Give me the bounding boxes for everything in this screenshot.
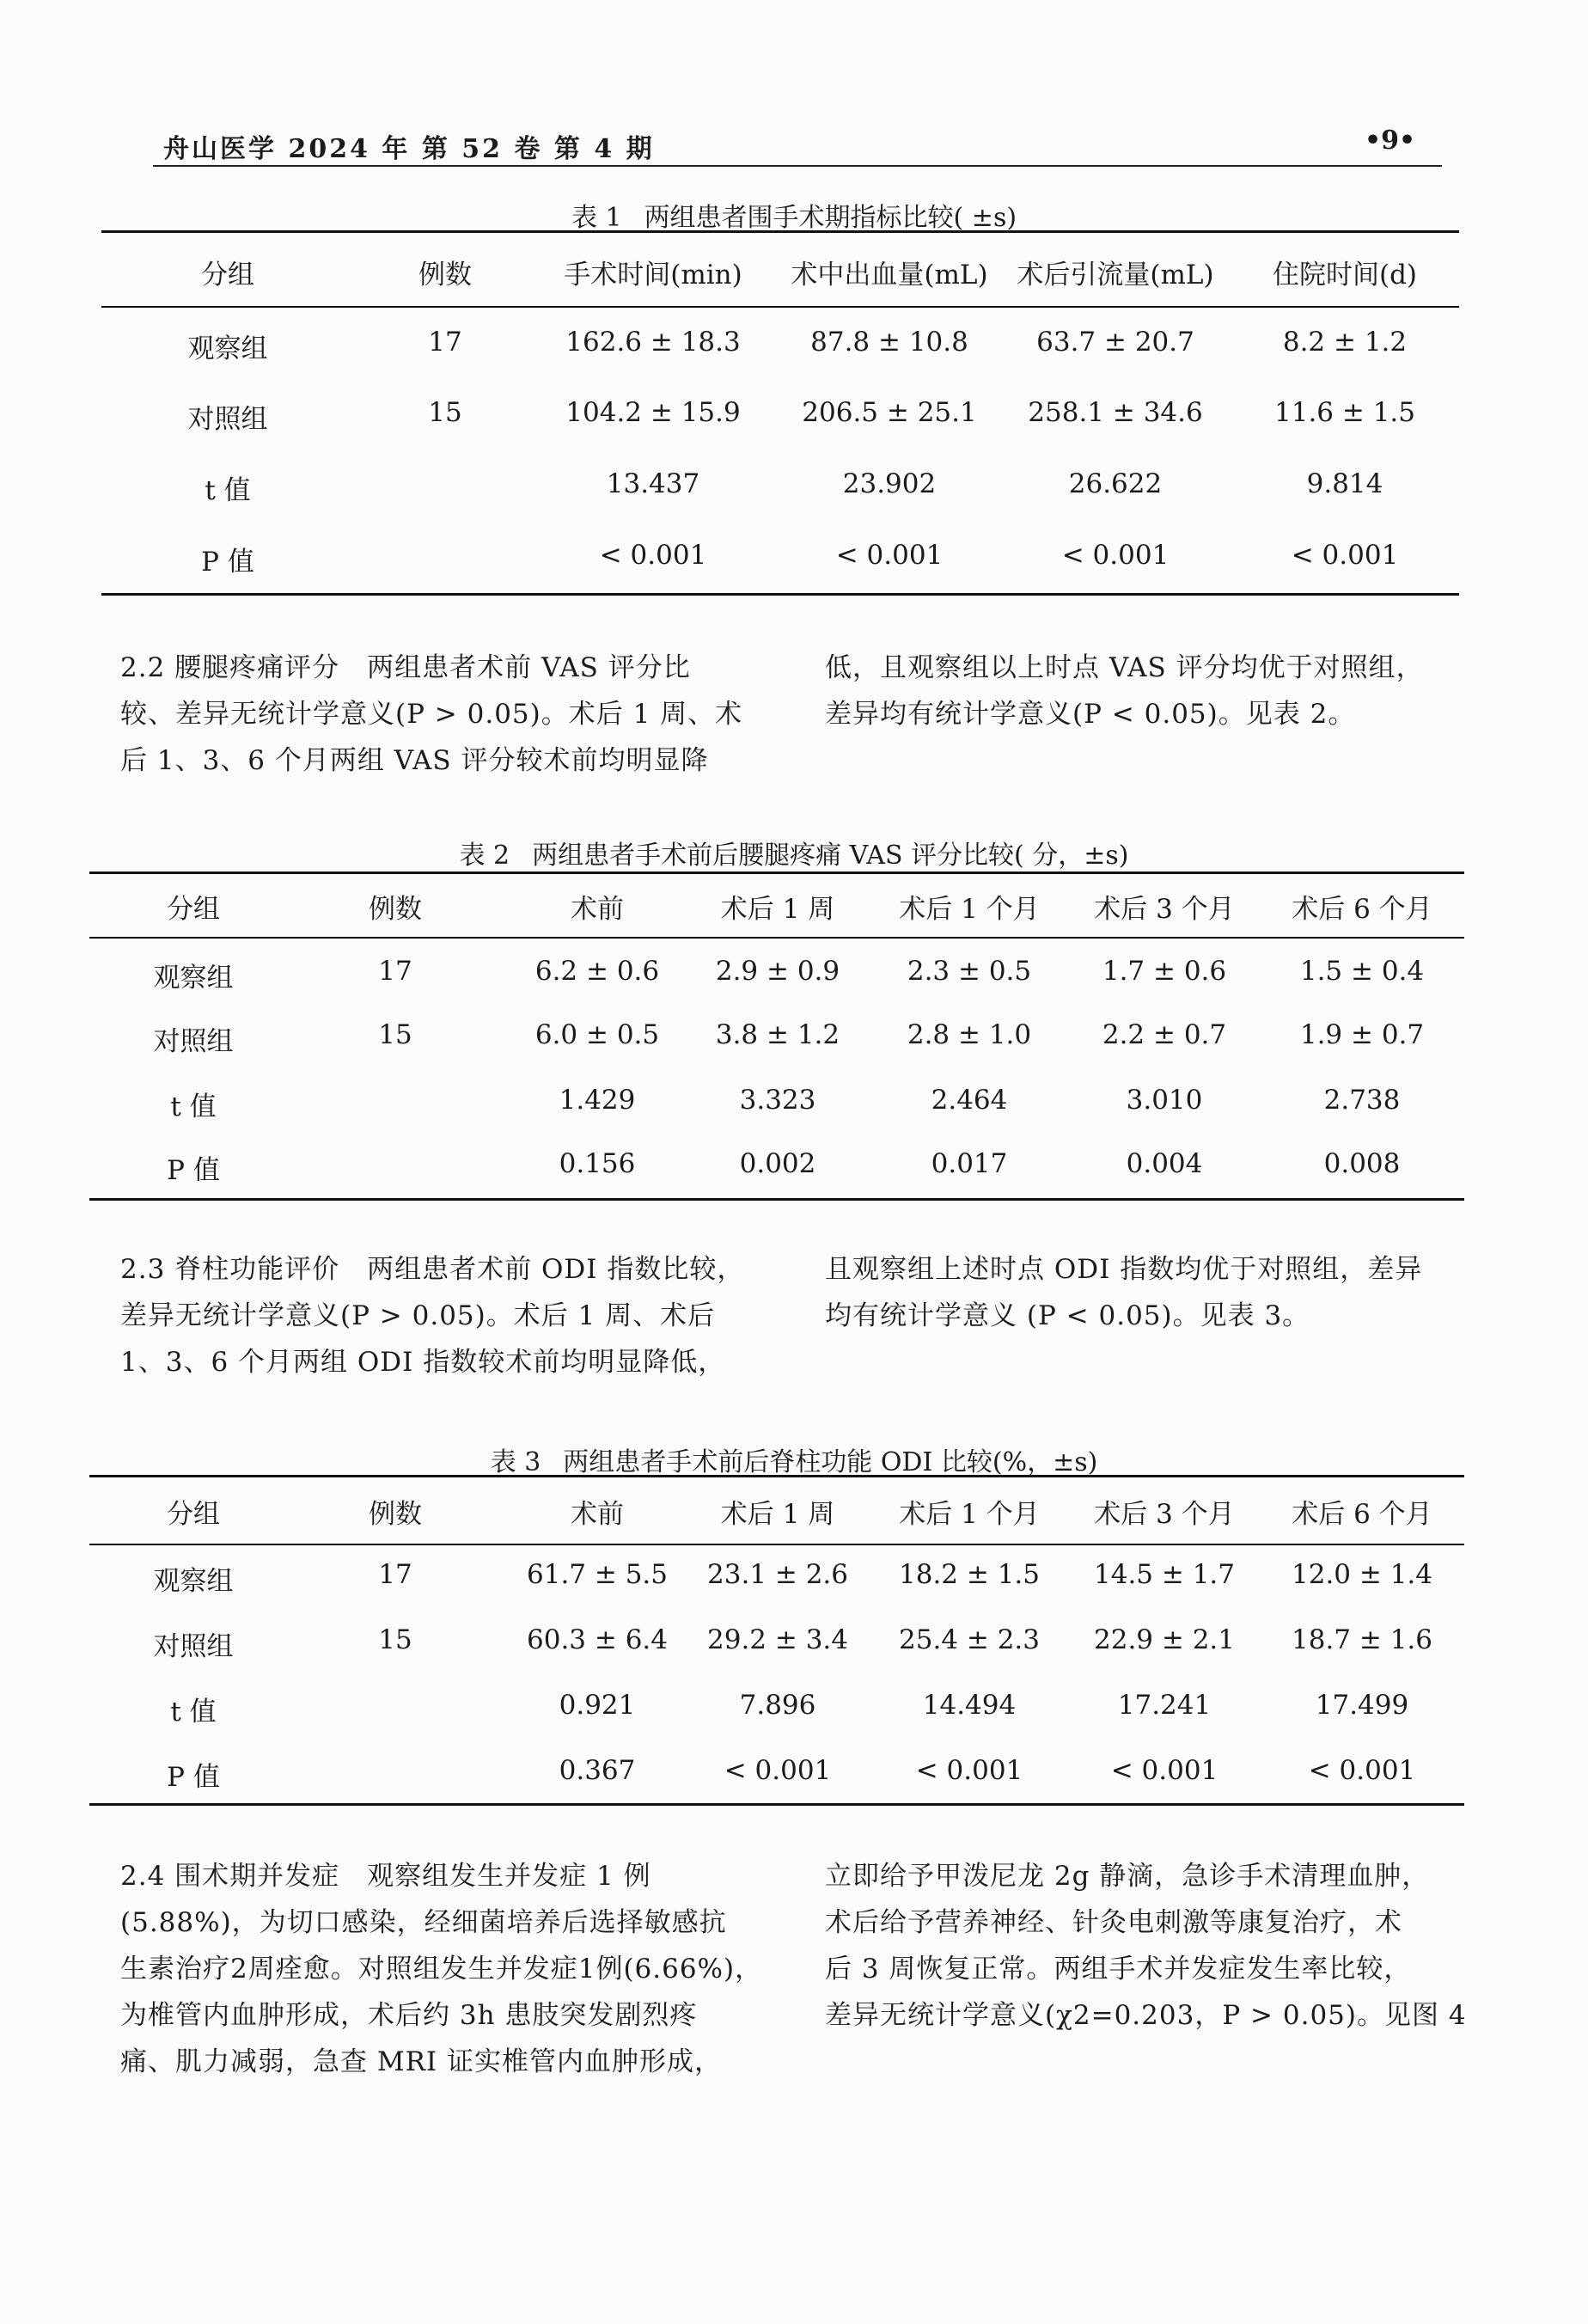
- table3-cell: 14.5 ± 1.7: [1093, 1559, 1236, 1590]
- table1-cell: 对照组: [187, 404, 268, 435]
- text-line: 术后给予营养神经、针灸电刺激等康复治疗，术: [825, 1907, 1402, 1938]
- text-line: 后 3 周恢复正常。两组手术并发症发生率比较，: [825, 1954, 1412, 1985]
- table2-cell: 3.010: [1126, 1085, 1203, 1116]
- table2-header-cell: 术后 6 个月: [1292, 894, 1432, 925]
- table2-cell: 2.464: [931, 1085, 1008, 1116]
- table2-cell: 17: [378, 956, 412, 987]
- table1-cell: 23.902: [842, 468, 937, 499]
- table3-caption: [0, 1440, 1588, 1478]
- page-number: •9•: [1365, 125, 1416, 156]
- table2-header-cell: 例数: [369, 894, 422, 925]
- text-line: 均有统计学意义 (P < 0.05)。见表 3。: [825, 1300, 1310, 1331]
- table2-cell: 2.3 ± 0.5: [907, 956, 1032, 987]
- table3-header-cell: 术前: [571, 1499, 624, 1530]
- table2-top-rule: [89, 872, 1464, 874]
- table1-cell: 63.7 ± 20.7: [1036, 327, 1194, 358]
- table3-cell: 12.0 ± 1.4: [1291, 1559, 1433, 1590]
- table3-cell: 18.2 ± 1.5: [898, 1559, 1041, 1590]
- table2-cell: 2.2 ± 0.7: [1102, 1019, 1227, 1050]
- table3-cell: 15: [378, 1624, 412, 1655]
- table2-cell: 2.9 ± 0.9: [715, 956, 840, 987]
- table3-header-cell: 术后 1 周: [720, 1499, 835, 1530]
- text-line: 立即给予甲泼尼龙 2g 静滴，急诊手术清理血肿，: [825, 1861, 1430, 1892]
- text-line: 较、差异无统计学意义(P > 0.05)。术后 1 周、术: [120, 699, 743, 730]
- text-line: 为椎管内血肿形成，术后约 3h 患肢突发剧烈疼: [120, 2000, 698, 2031]
- table3-cell: 25.4 ± 2.3: [898, 1624, 1041, 1655]
- table1-header-cell: 例数: [418, 260, 472, 290]
- sec24-right: [825, 1853, 1467, 2039]
- table1-cell: 258.1 ± 34.6: [1028, 397, 1203, 428]
- table3-cell: 对照组: [153, 1631, 234, 1662]
- table1-cell: 206.5 ± 25.1: [802, 397, 977, 428]
- table1-header-cell: 术后引流量(mL): [1017, 260, 1214, 290]
- table1-cell: 9.814: [1306, 468, 1383, 499]
- table3-header-cell: 术后 6 个月: [1292, 1499, 1432, 1530]
- table3-header-cell: 术后 3 个月: [1094, 1499, 1235, 1530]
- table3-caption-num: 表 3: [490, 1447, 541, 1477]
- table2-cell: 15: [378, 1019, 412, 1050]
- header-rule: [153, 165, 1442, 167]
- text-line: 后 1、3、6 个月两组 VAS 评分较术前均明显降: [120, 745, 709, 776]
- table1-cell: 87.8 ± 10.8: [810, 327, 968, 358]
- text-line: 差异无统计学意义(P > 0.05)。术后 1 周、术后: [120, 1300, 716, 1331]
- text-line: (5.88%)，为切口感染，经细菌培养后选择敏感抗: [120, 1907, 727, 1938]
- table2-cell: 0.004: [1126, 1148, 1203, 1179]
- table3-cell: P 值: [167, 1762, 220, 1793]
- text-line: 2.4 围术期并发症 观察组发生并发症 1 例: [120, 1861, 651, 1892]
- text-line: 差异均有统计学意义(P < 0.05)。见表 2。: [825, 699, 1356, 730]
- text-line: 2.2 腰腿疼痛评分 两组患者术前 VAS 评分比: [120, 652, 691, 683]
- table3-cell: 观察组: [153, 1566, 234, 1597]
- table3-header-cell: 术后 1 个月: [899, 1499, 1040, 1530]
- table2-cell: 1.9 ± 0.7: [1299, 1019, 1425, 1050]
- table2-caption-num: 表 2: [459, 841, 510, 871]
- table3-cell: t 值: [170, 1697, 217, 1728]
- table3-cell: 0.921: [559, 1690, 636, 1721]
- table2-caption-text: 两组患者手术前后腰腿疼痛 VAS 评分比较( 分，±s): [532, 841, 1129, 871]
- table3-cell: < 0.001: [915, 1755, 1023, 1786]
- table2-header-cell: 术后 1 周: [720, 894, 835, 925]
- table2-cell: 2.738: [1323, 1085, 1401, 1116]
- table3-cell: < 0.001: [1308, 1755, 1416, 1786]
- table1-header-cell: 分组: [201, 260, 254, 290]
- table2-cell: 对照组: [153, 1026, 234, 1057]
- table3-cell: 29.2 ± 3.4: [706, 1624, 849, 1655]
- table2-cell: 3.8 ± 1.2: [715, 1019, 840, 1050]
- table3-cell: 14.494: [922, 1690, 1017, 1721]
- table1-header-cell: 术中出血量(mL): [791, 260, 988, 290]
- text-line: 1、3、6 个月两组 ODI 指数较术前均明显降低，: [120, 1347, 726, 1378]
- table2-cell: 观察组: [153, 963, 234, 994]
- sec23-right: [825, 1246, 1422, 1339]
- table3-cell: 0.367: [559, 1755, 636, 1786]
- table1-cell: 15: [428, 397, 462, 428]
- table2-header-cell: 术后 3 个月: [1094, 894, 1235, 925]
- table1-cell: 17: [428, 327, 462, 358]
- table1-cell: P 值: [201, 547, 254, 578]
- table1-caption-text: 两组患者围手术期指标比较( ±s): [644, 203, 1017, 233]
- table2-cell: 0.156: [559, 1148, 636, 1179]
- table2-cell: 1.7 ± 0.6: [1102, 956, 1227, 987]
- table3-top-rule: [89, 1475, 1464, 1477]
- text-line: 差异无统计学意义(χ2=0.203，P > 0.05)。见图 4: [825, 2000, 1467, 2031]
- table1-cell: 13.437: [606, 468, 700, 499]
- table2-header-cell: 术前: [571, 894, 624, 925]
- text-line: 生素治疗2周痊愈。对照组发生并发症1例(6.66%)，: [120, 1954, 763, 1985]
- table3-cell: 18.7 ± 1.6: [1291, 1624, 1433, 1655]
- text-line: 低，且观察组以上时点 VAS 评分均优于对照组，: [825, 652, 1424, 683]
- table3-cell: 17.241: [1117, 1690, 1212, 1721]
- table2-cell: 1.5 ± 0.4: [1299, 956, 1425, 987]
- table3-header-cell: 例数: [369, 1499, 422, 1530]
- table1-header-cell: 住院时间(d): [1272, 260, 1418, 290]
- table1-cell: 8.2 ± 1.2: [1282, 327, 1408, 358]
- table2-header-cell: 术后 1 个月: [899, 894, 1040, 925]
- table2-header-cell: 分组: [167, 894, 220, 925]
- table3-cell: < 0.001: [724, 1755, 832, 1786]
- table1-top-rule: [101, 230, 1459, 233]
- table2-cell: 2.8 ± 1.0: [907, 1019, 1032, 1050]
- table1-cell: t 值: [205, 475, 251, 506]
- table3-cell: < 0.001: [1110, 1755, 1218, 1786]
- table2-cell: 6.0 ± 0.5: [534, 1019, 660, 1050]
- table1-cell: 11.6 ± 1.5: [1273, 397, 1416, 428]
- table3-header-cell: 分组: [167, 1499, 220, 1530]
- table1-header-cell: 手术时间(min): [564, 260, 742, 290]
- table2-cell: 3.323: [739, 1085, 816, 1116]
- text-line: 2.3 脊柱功能评价 两组患者术前 ODI 指数比较，: [120, 1254, 745, 1285]
- table1-cell: < 0.001: [599, 540, 707, 571]
- table3-cell: 22.9 ± 2.1: [1093, 1624, 1236, 1655]
- table1-cell: < 0.001: [835, 540, 944, 571]
- table2-cell: t 值: [170, 1092, 217, 1122]
- table2-cell: 0.002: [739, 1148, 816, 1179]
- table1-cell: 104.2 ± 15.9: [565, 397, 741, 428]
- table1-caption-num: 表 1: [571, 203, 622, 233]
- table2-header-rule: [89, 937, 1464, 939]
- table3-header-rule: [89, 1544, 1464, 1545]
- table1-bottom-rule: [101, 593, 1459, 596]
- table2-cell: 0.017: [931, 1148, 1008, 1179]
- table3-cell: 17: [378, 1559, 412, 1590]
- text-line: 且观察组上述时点 ODI 指数均优于对照组，差异: [825, 1254, 1423, 1285]
- table3-cell: 60.3 ± 6.4: [526, 1624, 669, 1655]
- sec22-left: [120, 645, 742, 784]
- table2-cell: 0.008: [1323, 1148, 1401, 1179]
- table1-cell: 观察组: [187, 333, 268, 364]
- table3-cell: 23.1 ± 2.6: [706, 1559, 849, 1590]
- table2-cell: 1.429: [559, 1085, 636, 1116]
- table1-cell: < 0.001: [1061, 540, 1170, 571]
- table3-caption-text: 两组患者手术前后脊柱功能 ODI 比较(%，±s): [563, 1447, 1098, 1477]
- table1-header-rule: [101, 306, 1459, 308]
- table3-cell: 17.499: [1315, 1690, 1409, 1721]
- table1-cell: 162.6 ± 18.3: [565, 327, 741, 358]
- table1-caption: [0, 196, 1588, 234]
- table3-bottom-rule: [89, 1803, 1464, 1806]
- sec24-left: [120, 1853, 762, 2085]
- table2-cell: P 值: [167, 1155, 220, 1186]
- table3-cell: 7.896: [739, 1690, 816, 1721]
- table2-bottom-rule: [89, 1198, 1464, 1201]
- table3-cell: 61.7 ± 5.5: [526, 1559, 669, 1590]
- table1-cell: 26.622: [1068, 468, 1163, 499]
- sec23-left: [120, 1246, 744, 1385]
- table2-caption: [0, 834, 1588, 872]
- sec22-right: [825, 645, 1424, 737]
- journal-header: 舟山医学 2024 年 第 52 卷 第 4 期: [163, 134, 655, 164]
- text-line: 痛、肌力减弱，急查 MRI 证实椎管内血肿形成，: [120, 2046, 723, 2077]
- table2-cell: 6.2 ± 0.6: [534, 956, 660, 987]
- table1-cell: < 0.001: [1291, 540, 1399, 571]
